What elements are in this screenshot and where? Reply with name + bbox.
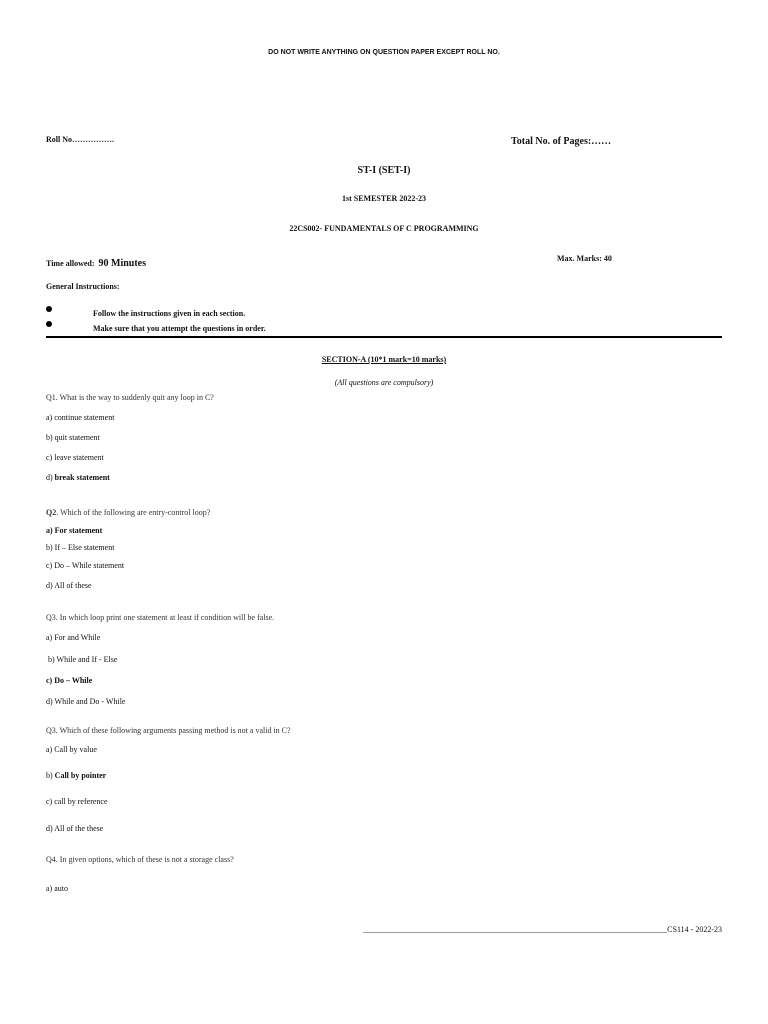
instruction-item: Make sure that you attempt the questions in order. [93,324,266,333]
instruction-item: Follow the instructions given in each section. [93,309,246,318]
question-text: Q3. Which of these following arguments passing method is not a valid in C? [46,726,291,735]
bullet-icon [46,306,52,312]
roll-no-field: Roll No……………. [46,135,114,144]
option: b) While and If - Else [48,655,118,664]
time-allowed [46,253,146,271]
option-prefix: b) [46,771,55,780]
option-answer: c) Do – While [46,676,93,685]
footer-line: ____________________________________________________________________________ [363,925,668,934]
footer-code: CS114 - 2022-23 [667,925,722,934]
max-marks: Max. Marks: 40 [557,254,612,263]
time-allowed-value: 90 Minutes [98,258,147,269]
time-allowed-label: Time allowed: [46,259,95,268]
option: b) If – Else statement [46,543,115,552]
option: a) auto [46,884,68,893]
question-number: Q2 [46,508,57,517]
bullet-icon [46,321,52,327]
question-text [46,508,210,517]
option: c) Do – While statement [46,561,125,570]
course-title: 22CS002- FUNDAMENTALS OF C PROGRAMMING [289,224,479,233]
option: b) quit statement [46,433,100,442]
option-answer: a) For statement [46,526,103,535]
option: c) leave statement [46,453,104,462]
option: a) continue statement [46,413,115,422]
option [46,473,110,482]
total-pages-field: Total No. of Pages:…… [511,136,612,147]
question-body: . Which of the following are entry-control loop? [56,508,211,517]
header-divider [46,336,722,338]
option-answer: Call by pointer [54,771,107,780]
exam-notice: DO NOT WRITE ANYTHING ON QUESTION PAPER EXCEPT ROLL NO. [268,49,500,56]
option-answer: break statement [54,473,110,482]
instructions-title: General Instructions: [46,282,120,291]
section-note: (All questions are compulsory) [334,378,434,387]
question-text: Q3. In which loop print one statement at least if condition will be false. [46,613,275,622]
semester-title: 1st SEMESTER 2022-23 [341,194,426,203]
section-title: SECTION-A (10*1 mark=10 marks) [321,355,447,364]
question-text: Q4. In given options, which of these is not a storage class? [46,855,234,864]
option: a) Call by value [46,745,97,754]
option: a) For and While [46,633,101,642]
page-footer [363,925,722,934]
test-title: ST-I (SET-I) [357,165,411,176]
option: d) All of these [46,581,92,590]
option-prefix: d) [46,473,55,482]
option: d) All of the these [46,824,104,833]
option: c) call by reference [46,797,108,806]
question-text: Q1. What is the way to suddenly quit any loop in C? [46,393,214,402]
option [46,771,106,780]
option: d) While and Do - While [46,697,126,706]
